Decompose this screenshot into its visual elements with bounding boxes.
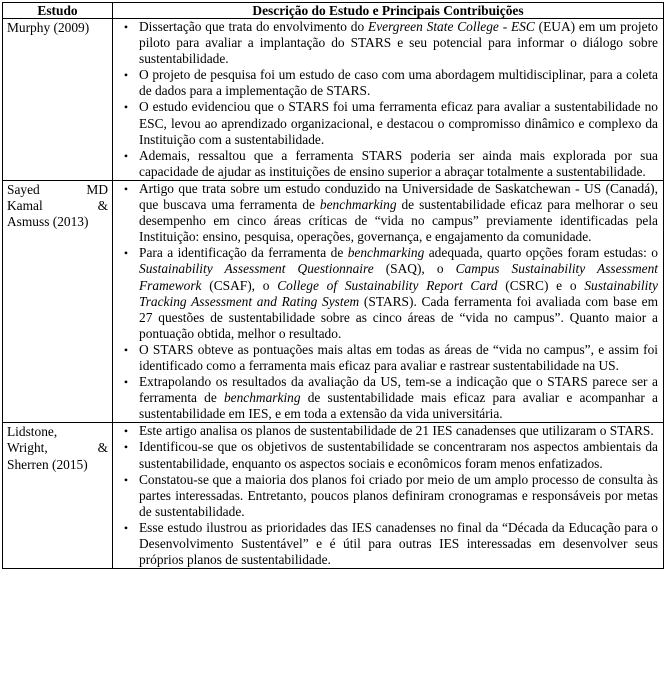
text-segment: Artigo que trata sobre um estudo conduzido na Universidade de Saskatchewan - US (Canadá), que buscava uma ferramenta de bbox=[139, 180, 658, 213]
italic-term: Evergreen State College - ESC bbox=[368, 19, 535, 34]
study-reference-line: Sayed MD bbox=[7, 181, 108, 197]
list-item bbox=[113, 181, 658, 245]
list-item bbox=[113, 19, 658, 67]
bullet-icon: • bbox=[123, 375, 129, 390]
text-segment: Para a identificação da ferramenta de bbox=[139, 245, 348, 261]
contribution-text: Esse estudo ilustrou as prioridades das IES canadenses no final da “Década da Educação para o Desenvolvimento Sustentável” e é útil para outras IES interessadas em desenvolver seus próprios planos de sustentabilidade. bbox=[139, 519, 658, 568]
bullet-icon: • bbox=[123, 472, 129, 487]
italic-term: Sustainability Tracking Assessment and Rating System bbox=[139, 277, 658, 309]
contribution-text bbox=[139, 19, 658, 67]
list-item bbox=[113, 520, 658, 568]
italic-term: benchmarking bbox=[347, 245, 425, 261]
list-item bbox=[113, 67, 658, 99]
contribution-list bbox=[113, 423, 658, 568]
table-header-row bbox=[3, 3, 664, 19]
bullet-icon: • bbox=[123, 68, 129, 83]
text-segment: de sustentabilidade eficaz para melhorar o seu desempenho em cinco áreas críticas de “vida no campus” previamente identificadas pela Instituição: ensino, pesquisa, operações, governança, e engajamento da comunidade. bbox=[139, 197, 658, 245]
text-segment: (EUA) em um projeto piloto para avaliar a implantação do STARS e seu potencial para informar o diálogo sobre sustentabilidade. bbox=[139, 19, 659, 67]
text-segment: (CSRC) e o bbox=[497, 277, 585, 293]
contribution-text: Constatou-se que a maioria dos planos foi criado por meio de um amplo processo de consulta às partes interessadas. Entretanto, poucos planos definiram cronogramas e responsáveis por metas de sustentabilidade. bbox=[139, 471, 658, 519]
text-segment: (STARS). Cada ferramenta foi avaliada com base em 27 questões de sustentabilidade sobre as cinco áreas de “vida no campus”. Quanto maior a pontuação obtida, melhor o resultado. bbox=[139, 293, 658, 341]
list-item bbox=[113, 245, 658, 342]
bullet-icon: • bbox=[123, 100, 129, 115]
italic-term: Sustainability Assessment Questionnaire bbox=[139, 261, 374, 277]
bullet-icon: • bbox=[123, 246, 129, 261]
list-item bbox=[113, 423, 658, 439]
contribution-text bbox=[139, 181, 658, 245]
study-reference-line: Asmuss (2013) bbox=[7, 214, 89, 230]
text-segment: Dissertação que trata do envolvimento do bbox=[139, 19, 369, 34]
text-segment: (CSAF), o bbox=[201, 277, 278, 293]
study-reference-line: Kamal & bbox=[7, 198, 108, 214]
column-header-description: Descrição do Estudo e Principais Contribuições bbox=[113, 3, 664, 19]
description-cell bbox=[113, 180, 664, 422]
text-segment: Extrapolando os resultados da avaliação da US, tem-se a indicação que o STARS parece ser a ferramenta de bbox=[139, 374, 658, 406]
study-reference-line: Wright, & bbox=[7, 440, 108, 456]
list-item bbox=[113, 148, 658, 180]
study-cell bbox=[3, 423, 113, 569]
bullet-icon: • bbox=[123, 440, 129, 455]
list-item bbox=[113, 374, 658, 422]
text-segment: de sustentabilidade mais eficaz para avaliar e acompanhar a sustentabilidade em IES, e em toda a extensão da vida universitária. bbox=[139, 390, 658, 422]
description-cell bbox=[113, 423, 664, 569]
text-segment: (SAQ), o bbox=[373, 261, 456, 277]
bullet-icon: • bbox=[123, 342, 129, 357]
contribution-text bbox=[139, 374, 658, 422]
contribution-text: Identificou-se que os objetivos de sustentabilidade se concentraram nos aspectos ambientais da sustentabilidade, enquanto os aspectos sociais e econômicos foram menos enfatizados. bbox=[139, 439, 658, 471]
contribution-text: O STARS obteve as pontuações mais altas em todas as áreas de “vida no campus”, e assim foi identificado como a ferramenta mais eficaz para avaliar e rastrear sustentabilidade na US. bbox=[139, 341, 658, 373]
bullet-icon: • bbox=[123, 520, 129, 535]
contribution-text: Este artigo analisa os planos de sustentabilidade de 21 IES canadenses que utilizaram o STARS. bbox=[139, 423, 654, 439]
italic-term: College of Sustainability Report Card bbox=[277, 277, 498, 293]
contribution-text: O estudo evidenciou que o STARS foi uma ferramenta eficaz para avaliar a sustentabilidade no ESC, levou ao aprendizado organizacional, e destacou o compromisso dinâmico e complexo da Instituição com a sustentabilidade. bbox=[139, 99, 658, 147]
bullet-icon: • bbox=[123, 148, 129, 163]
italic-term: benchmarking bbox=[319, 197, 397, 213]
list-item bbox=[113, 99, 658, 147]
table-row bbox=[3, 180, 664, 422]
table-body bbox=[3, 19, 664, 569]
study-cell bbox=[3, 19, 113, 181]
contribution-text: Ademais, ressaltou que a ferramenta STARS poderia ser ainda mais explorada por sua capacidade de ajudar as instituições de ensino superior a abraçar totalmente a sustentabilidade. bbox=[139, 147, 658, 179]
italic-term: Campus Sustainability Assessment Framework bbox=[139, 261, 659, 293]
study-reference-line: Murphy (2009) bbox=[7, 20, 90, 35]
bullet-icon: • bbox=[123, 424, 129, 439]
list-item bbox=[113, 472, 658, 520]
contribution-text bbox=[139, 245, 658, 342]
list-item bbox=[113, 439, 658, 471]
studies-table bbox=[2, 2, 664, 569]
study-reference-line: Lidstone, bbox=[7, 424, 58, 440]
description-cell bbox=[113, 19, 664, 181]
study-cell bbox=[3, 180, 113, 422]
table-row bbox=[3, 423, 664, 569]
bullet-icon: • bbox=[123, 181, 129, 196]
study-reference-line: Sherren (2015) bbox=[7, 456, 88, 472]
text-segment: adequada, quarto opções foram estudas: o bbox=[424, 245, 658, 261]
table-row bbox=[3, 19, 664, 181]
bullet-icon: • bbox=[123, 20, 129, 34]
contribution-text: O projeto de pesquisa foi um estudo de caso com uma abordagem multidisciplinar, para a coleta de dados para a implementação de STARS. bbox=[139, 67, 658, 99]
column-header-study: Estudo bbox=[3, 3, 113, 19]
contribution-list bbox=[113, 181, 658, 422]
contribution-list bbox=[113, 19, 658, 180]
italic-term: benchmarking bbox=[223, 390, 301, 406]
list-item bbox=[113, 342, 658, 374]
